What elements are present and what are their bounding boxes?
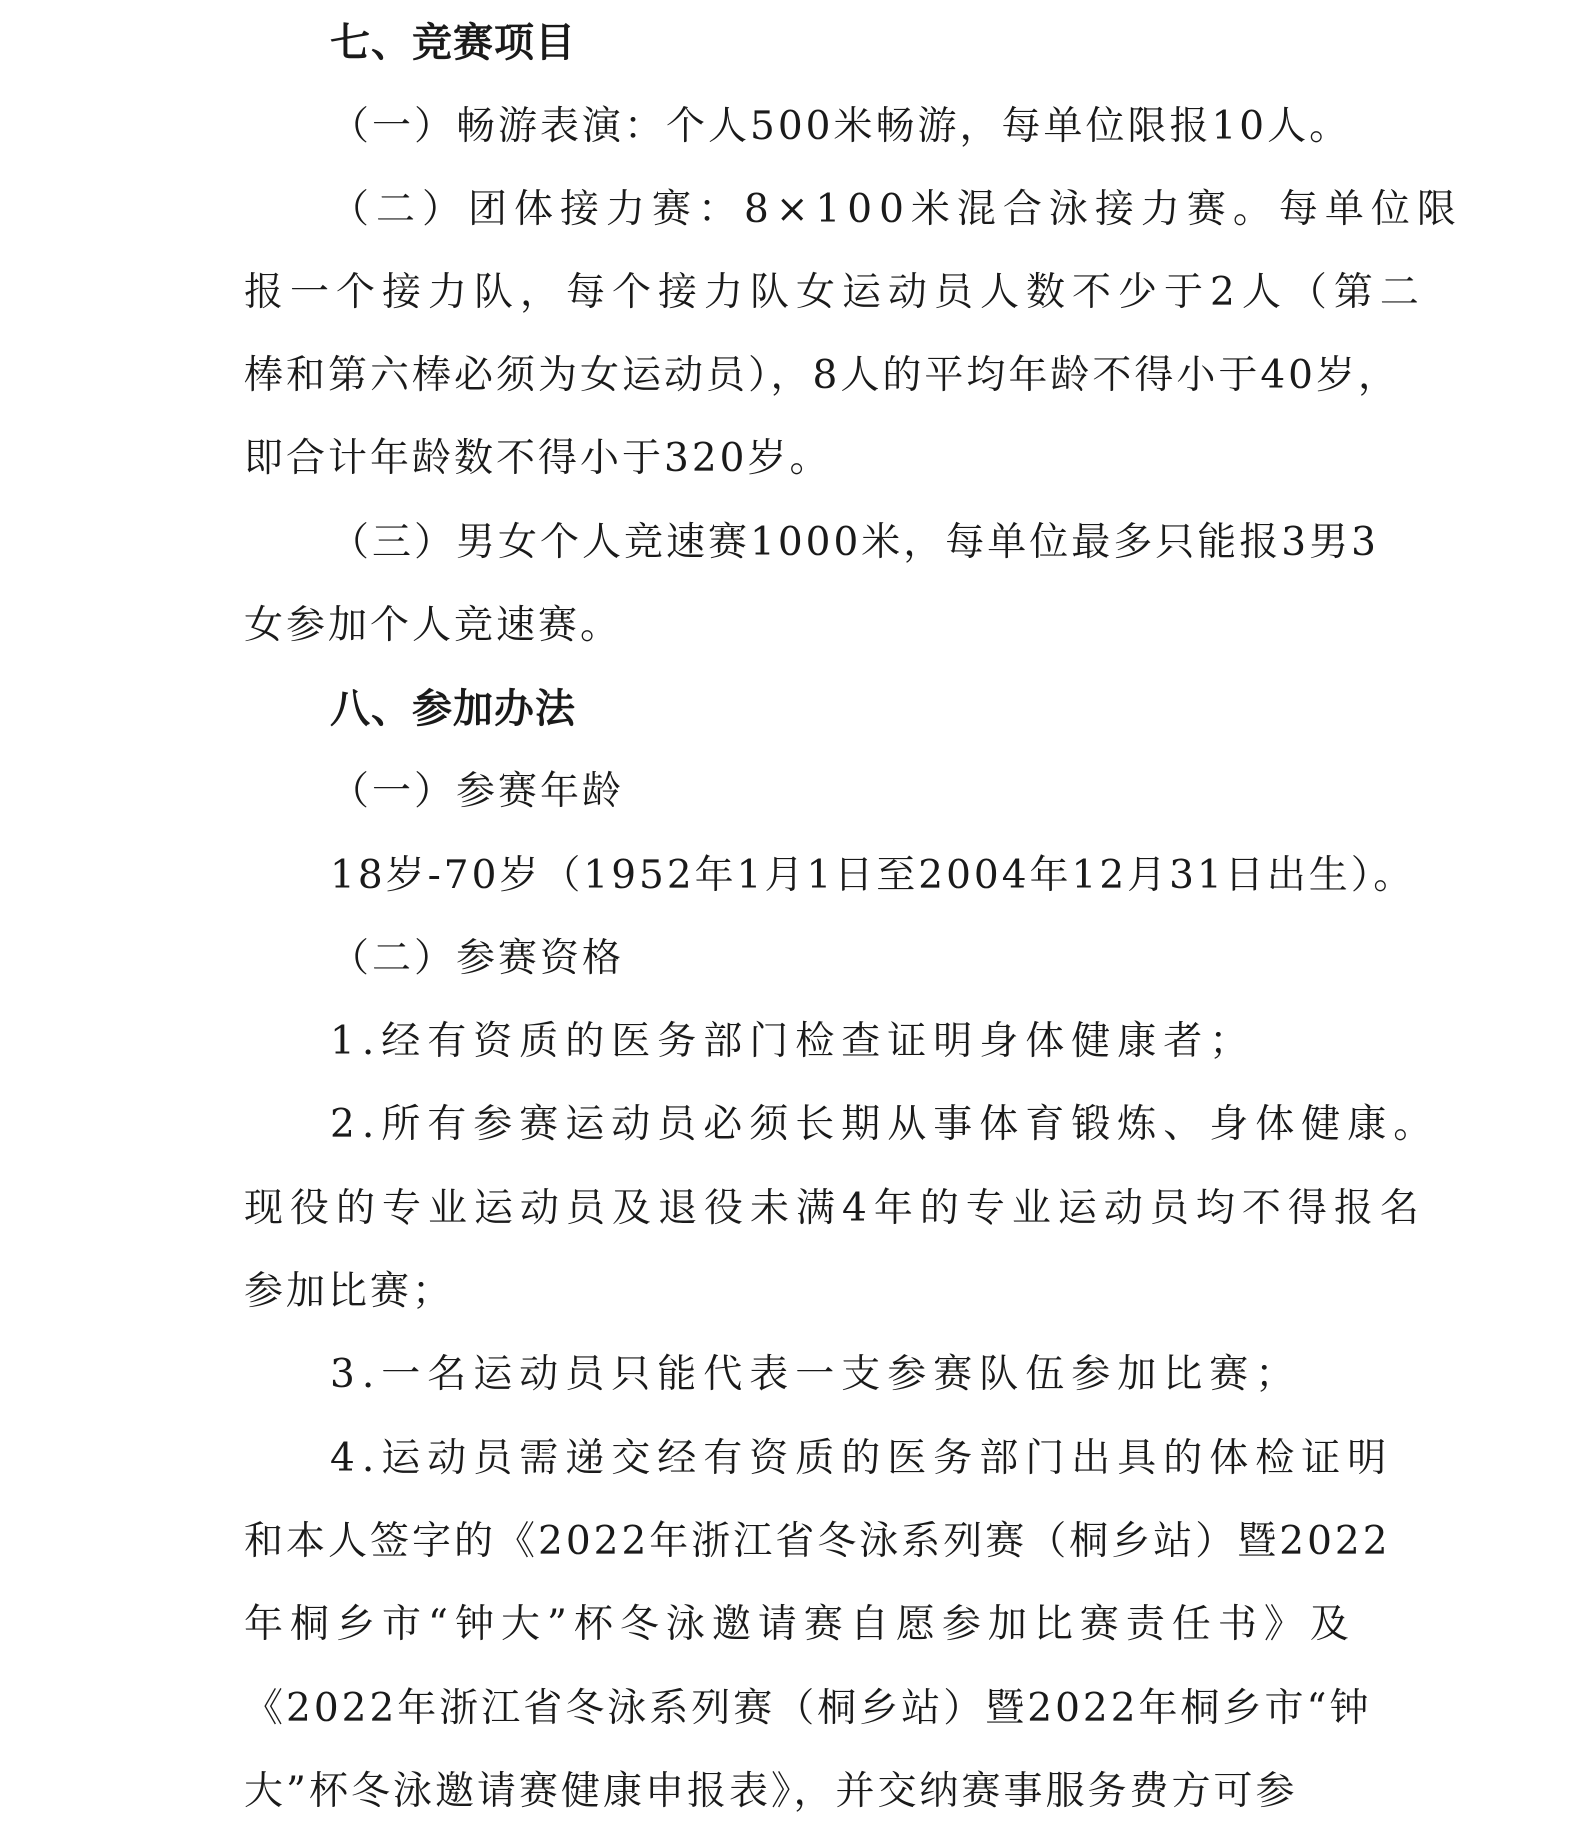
paragraph-line: 报一个接力队，每个接力队女运动员人数不少于2人（第二	[244, 270, 1426, 315]
section-heading-7: 七、竞赛项目	[330, 20, 576, 66]
subsection-heading: （一）参赛年龄	[330, 769, 625, 814]
paragraph-line: （一）畅游表演：个人500米畅游，每单位限报10人。	[330, 104, 1352, 149]
paragraph-line: 现役的专业运动员及退役未满4年的专业运动员均不得报名	[244, 1186, 1426, 1231]
paragraph-line: （三）男女个人竞速赛1000米，每单位最多只能报3男3	[330, 520, 1379, 565]
section-heading-8: 八、参加办法	[330, 686, 576, 732]
paragraph-line: 参加比赛；	[244, 1269, 455, 1314]
paragraph-line: 棒和第六棒必须为女运动员），8人的平均年龄不得小于40岁，	[244, 353, 1400, 398]
paragraph-line: 女参加个人竞速赛。	[244, 603, 623, 648]
paragraph-line: 即合计年龄数不得小于320岁。	[244, 436, 832, 481]
list-item: 3.一名运动员只能代表一支参赛队伍参加比赛；	[330, 1352, 1302, 1397]
paragraph-line: （二）团体接力赛：8×100米混合泳接力赛。每单位限	[330, 187, 1463, 232]
paragraph-line: 年桐乡市“钟大”杯冬泳邀请赛自愿参加比赛责任书》及	[244, 1602, 1356, 1647]
paragraph-line: 18岁-70岁（1952年1月1日至2004年12月31日出生）。	[330, 853, 1416, 898]
paragraph-line: 和本人签字的《2022年浙江省冬泳系列赛（桐乡站）暨2022	[244, 1519, 1391, 1564]
list-item: 4.运动员需递交经有资质的医务部门出具的体检证明	[330, 1436, 1394, 1481]
list-item: 1.经有资质的医务部门检查证明身体健康者；	[330, 1019, 1256, 1064]
paragraph-line: 《2022年浙江省冬泳系列赛（桐乡站）暨2022年桐乡市“钟	[244, 1686, 1372, 1731]
subsection-heading: （二）参赛资格	[330, 936, 625, 981]
list-item: 2.所有参赛运动员必须长期从事体育锻炼、身体健康。	[330, 1102, 1440, 1147]
paragraph-line: 大”杯冬泳邀请赛健康申报表》，并交纳赛事服务费方可参	[244, 1769, 1298, 1814]
